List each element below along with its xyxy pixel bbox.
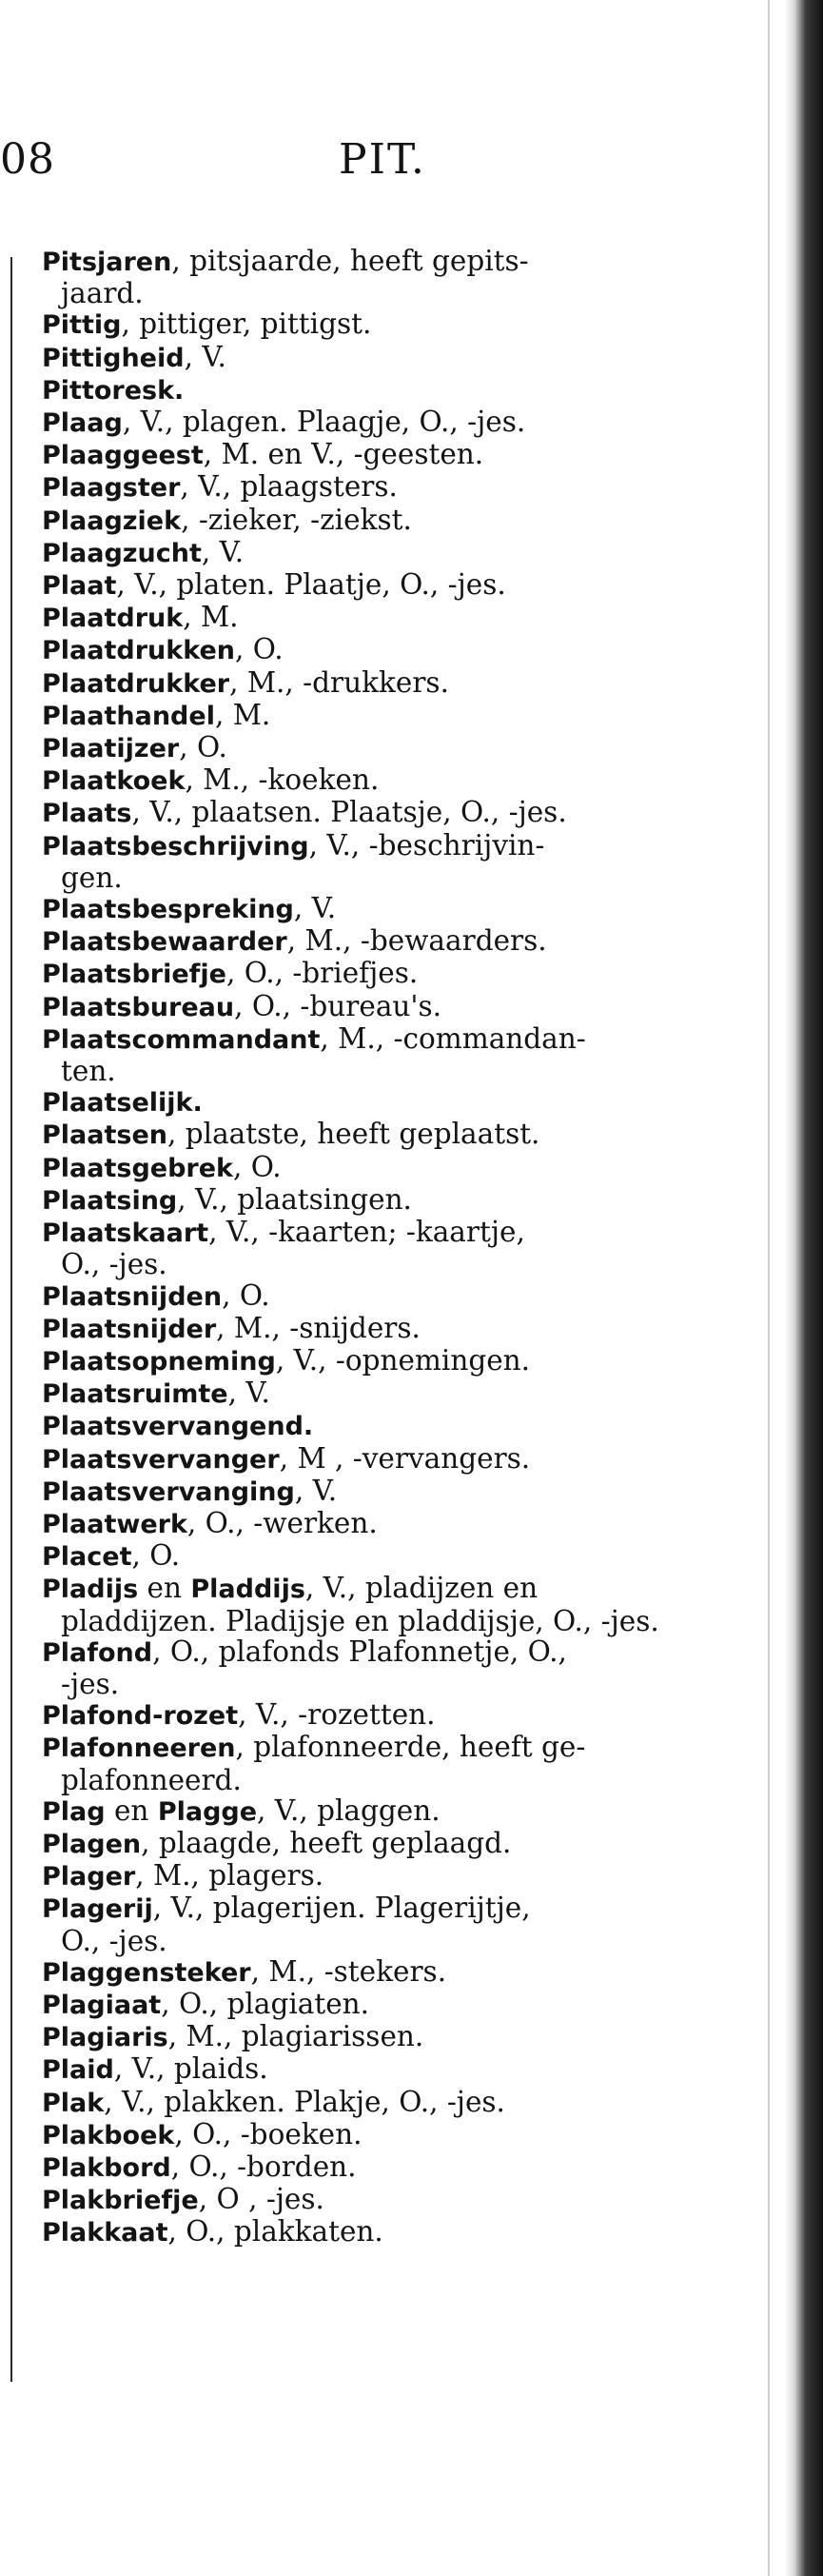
dictionary-entry [42,1119,727,1151]
entry-definition: , V., -beschrijvin- [308,828,545,862]
dictionary-entry [42,1636,727,1699]
entry-headword: Plagge [157,1796,258,1827]
entry-headword: Plaatsnijden [42,1281,223,1312]
entry-continuation: ten. [61,1055,116,1088]
entry-continuation: O., -jes. [61,1248,167,1281]
entry-definition: , O. [233,1150,282,1183]
dictionary-entry [42,537,727,569]
entry-headword: Plaatsing [42,1185,178,1216]
entry-headword: Plaatselijk. [42,1088,203,1119]
dictionary-entry [42,2087,727,2119]
entry-headword: Plaats [42,799,132,829]
entry-headword: Plaatkoek [42,766,186,797]
dictionary-entry [42,667,727,700]
entry-definition: , plafonneerde, heeft ge- [235,1731,586,1764]
entry-definition: , M., plagers. [135,1859,324,1892]
entry-headword: Plaatsnijder [42,1314,217,1344]
entry-headword: Plaatskaart [42,1219,209,1249]
entry-continuation: O., -jes. [61,1924,167,1957]
entry-definition: , V., plagerijen. Plagerijtje, [152,1892,531,1925]
entry-definition: , V., pladijzen en [304,1572,539,1605]
entry-headword: Plak [42,2088,105,2118]
entry-headword: Pittoresk. [42,375,185,406]
dictionary-entry [42,958,727,990]
entry-definition: , V., platen. Plaatje, O., -jes. [116,568,506,602]
entry-definition: , M., -drukkers. [229,665,449,699]
entry-headword: Plaid [42,2055,114,2086]
entry-headword: Pladdijs [190,1575,305,1605]
entry-headword: Plakbriefje [42,2186,199,2216]
entry-headword: Plaatsen [42,1120,167,1151]
entry-definition: , V. [184,340,226,373]
entry-definition: , O., plafonds Plafonnetje, O., [152,1635,567,1668]
entry-headword: Plaag [42,408,123,439]
entry-headword: Pittigheid [42,343,185,373]
dictionary-entry [42,634,727,666]
dictionary-entry [42,1828,727,1860]
entry-definition: , V., plaatsingen. [177,1182,412,1216]
dictionary-entry [42,1573,727,1635]
entry-headword: Plaatsbriefje [42,960,226,990]
dictionary-entry [42,1540,727,1573]
entry-definition: en [138,1572,191,1605]
column-rule [10,257,12,2382]
entry-definition: , O., -briefjes. [225,957,419,990]
dictionary-entry [42,246,727,308]
dictionary-entry [42,1023,727,1086]
entry-headword: Plag [42,1796,106,1827]
dictionary-entry [42,925,727,958]
dictionary-entry [42,1280,727,1313]
entry-definition: , O. [222,1278,270,1312]
dictionary-entry [42,1860,727,1892]
dictionary-entry [42,308,727,341]
running-head: PIT. [339,135,426,184]
entry-headword: Plafonneeren [42,1734,236,1764]
dictionary-entry [42,1989,727,2021]
dictionary-entry [42,342,727,374]
entry-definition: , V. [201,535,245,568]
dictionary-entry [42,893,727,925]
dictionary-entry [42,1732,727,1794]
dictionary-entry [42,505,727,537]
entry-headword: Pitsjaren [42,248,172,277]
entry-continuation: pladdijzen. Pladijsje en pladdijsje, O., -jes. [61,1604,659,1637]
entry-headword: Plaagziek [42,505,182,536]
entry-definition: , V., plaagsters. [180,470,398,504]
dictionary-entry [42,1443,727,1476]
dictionary-entry [42,1508,727,1540]
dictionary-entry [42,2151,727,2184]
entry-definition: , O. [179,731,227,764]
entry-headword: Plaagzucht [42,538,202,568]
entry-headword: Plaathandel [42,701,215,731]
entry-definition: , O., -borden. [170,2150,357,2183]
dictionary-entry [42,732,727,764]
entry-definition: , O. [234,633,284,666]
entry-definition: , O., plagiaten. [161,1987,370,2020]
entry-headword: Plaatsopneming [42,1346,276,1377]
entry-definition: , O., plakkaten. [167,2215,383,2249]
entry-definition: , plaatste, heeft geplaatst. [167,1118,540,1151]
entry-headword: Plaggensteker [42,1957,251,1988]
entry-definition: , pittiger, pittigst. [121,307,372,341]
entry-definition: , M., -stekers. [250,1954,447,1988]
entry-definition: , V., plaatsen. Plaatsje, O., -jes. [131,796,567,829]
entry-definition: , M., plagiarissen. [167,2020,424,2053]
entry-definition: , V., plaggen. [257,1793,441,1827]
entry-headword: Plagerij [42,1894,153,1925]
page-number: 08 [0,135,55,184]
dictionary-entry [42,406,727,439]
entry-headword: Plaatsbespreking [42,895,294,925]
dictionary-entry [42,1476,727,1508]
dictionary-entry [42,1410,727,1442]
entry-definition: , M., -snijders. [216,1311,421,1344]
entry-continuation: -jes. [61,1667,120,1700]
dictionary-entry [42,2119,727,2151]
entry-definition: , -zieker, -ziekst. [181,503,412,536]
dictionary-entry [42,2216,727,2249]
dictionary-entry [42,764,727,797]
entry-definition: , M. [183,601,239,634]
entry-headword: Plaatdrukken [42,636,235,666]
dictionary-entry [42,1377,727,1410]
entry-definition: , V., plagen. Plaagje, O., -jes. [122,406,526,439]
entry-headword: Placet [42,1542,132,1573]
entry-headword: Plaatdruk [42,604,184,634]
dictionary-entry [42,439,727,471]
dictionary-entry [42,1184,727,1217]
entry-headword: Pladijs [42,1575,139,1605]
entry-definition: , M., -commandan- [320,1021,586,1055]
entry-headword: Plakkaat [42,2218,168,2249]
dictionary-entry [42,2184,727,2216]
entry-headword: Plaatijzer [42,734,180,764]
entry-continuation: plafonneerd. [61,1763,242,1796]
entry-definition: , V., plaids. [113,2052,268,2086]
dictionary-entry [42,1217,727,1279]
dictionary-entry [42,1313,727,1345]
entry-definition: , O , -jes. [198,2183,324,2216]
entry-definition: , O., -boeken. [174,2117,363,2150]
dictionary-entry [42,602,727,634]
scan-edge-line [768,0,770,2576]
entry-definition: , O. [131,1539,181,1573]
dictionary-entry [42,374,727,406]
dictionary-entry [42,2021,727,2053]
entry-headword: Plager [42,1862,136,1892]
dictionary-entry [42,830,727,893]
dictionary-entry [42,1152,727,1184]
entry-definition: , V. [227,1377,270,1410]
entry-headword: Plagiaris [42,2023,168,2053]
entry-definition: , pitsjaarde, heeft gepits- [171,245,529,277]
dictionary-entry [42,700,727,732]
entry-definition: , V. [293,892,337,925]
entry-definition: , M. en V., -geesten. [203,438,484,471]
dictionary-entry [42,1956,727,1989]
entry-definition: , V. [294,1474,338,1507]
entry-continuation: gen. [61,861,123,894]
entry-headword: Plaatsbureau [42,992,235,1022]
entry-headword: Plaatsvervangend. [42,1412,314,1442]
entry-headword: Plaatwerk [42,1509,187,1539]
dictionary-entry [42,1892,727,1955]
dictionary-entry [42,991,727,1023]
entry-definition: , O., -bureau's. [234,989,442,1022]
entry-headword: Plaatsgebrek [42,1153,234,1183]
entry-definition: , V., -kaarten; -kaartje, [208,1216,525,1249]
dictionary-entry [42,1086,727,1119]
entry-definition: en [105,1793,158,1827]
entry-headword: Plaatdrukker [42,668,230,699]
entry-headword: Plakboek [42,2120,175,2150]
dictionary-entry [42,2053,727,2086]
entry-definition: , plaagde, heeft geplaagd. [141,1826,512,1859]
entry-headword: Plaagster [42,473,181,504]
entry-headword: Plaatsvervanging [42,1476,295,1507]
entry-headword: Plaatsvervanger [42,1444,280,1475]
dictionary-entry [42,797,727,829]
entry-definition: , M. [214,698,271,731]
dictionary-entry [42,1345,727,1377]
dictionary-entry [42,1699,727,1732]
entry-headword: Plaatsbewaarder [42,927,287,958]
entry-headword: Plafond-rozet [42,1701,239,1732]
dictionary-entry [42,1795,727,1828]
entry-definition: , V., -opnemingen. [275,1343,531,1377]
entry-definition: , M., -bewaarders. [286,924,547,958]
scan-page-edge [785,0,823,2576]
entry-headword: Plagiaat [42,1990,162,2020]
entry-headword: Plaaggeest [42,441,204,471]
entry-headword: Plagen [42,1829,142,1859]
entry-headword: Plaatsruimte [42,1379,228,1410]
entry-headword: Plaatscommandant [42,1024,321,1055]
entry-definition: , M., -koeken. [185,763,380,797]
dictionary-entry [42,471,727,504]
entry-headword: Pittig [42,310,122,341]
entry-definition: , V., -rozetten. [238,1698,436,1732]
entry-headword: Plakbord [42,2152,171,2183]
entry-definition: , M , -vervangers. [279,1441,531,1475]
entry-definition: , O., -werken. [186,1506,378,1539]
entry-headword: Plaat [42,571,117,602]
dictionary-entry-list [42,246,727,2249]
entry-headword: Plaatsbeschrijving [42,831,309,862]
entry-continuation: jaard. [61,277,144,310]
entry-definition: , V., plakken. Plakje, O., -jes. [104,2085,505,2118]
entry-headword: Plafond [42,1637,153,1668]
dictionary-entry [42,569,727,602]
